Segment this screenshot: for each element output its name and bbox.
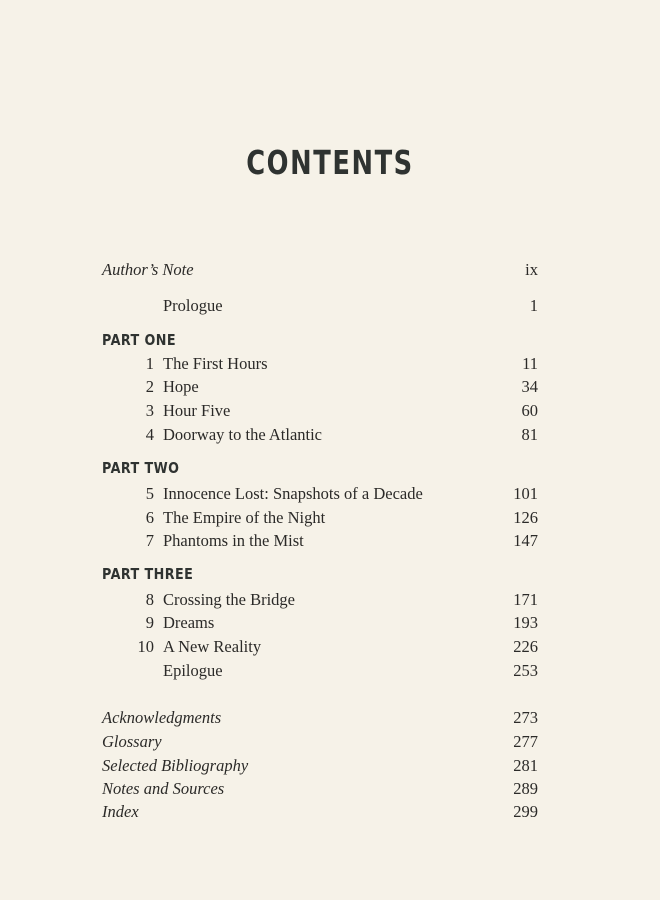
entry-label: Hour Five xyxy=(163,401,231,420)
entry-page: 281 xyxy=(513,756,538,775)
entry-page: ix xyxy=(525,260,538,279)
part-heading: PART THREE xyxy=(102,565,194,583)
entry-label: Selected Bibliography xyxy=(102,756,249,775)
page-title: CONTENTS xyxy=(246,143,414,182)
chapter-number: 3 xyxy=(145,401,154,420)
chapter-number: 8 xyxy=(145,590,154,609)
entry-page: 147 xyxy=(513,531,538,550)
toc-entry-glossary xyxy=(0,732,660,754)
entry-page: 1 xyxy=(529,296,538,315)
part-heading: PART ONE xyxy=(102,331,177,349)
chapter-number: 5 xyxy=(145,484,154,503)
toc-entry-chapter xyxy=(0,613,660,635)
toc-entry-index xyxy=(0,802,660,824)
entry-page: 101 xyxy=(513,484,538,503)
toc-entry-chapter xyxy=(0,354,660,376)
toc-entry-chapter xyxy=(0,401,660,423)
toc-entry-chapter xyxy=(0,508,660,530)
entry-label: The Empire of the Night xyxy=(163,508,326,527)
part-heading: PART TWO xyxy=(102,459,180,477)
toc-entry-chapter xyxy=(0,637,660,659)
entry-page: 289 xyxy=(513,779,538,798)
entry-page: 34 xyxy=(521,377,538,396)
toc-entry-notes xyxy=(0,779,660,801)
entry-page: 11 xyxy=(522,354,538,373)
entry-label: The First Hours xyxy=(163,354,268,373)
entry-label: Author’s Note xyxy=(102,260,194,279)
entry-page: 253 xyxy=(513,661,538,680)
entry-page: 273 xyxy=(513,708,538,727)
entry-label: Notes and Sources xyxy=(102,779,225,798)
toc-entry-authors-note xyxy=(0,260,660,282)
entry-page: 299 xyxy=(513,802,538,821)
entry-label: Epilogue xyxy=(163,661,223,680)
chapter-number: 4 xyxy=(145,425,154,444)
entry-page: 81 xyxy=(521,425,538,444)
chapter-number: 2 xyxy=(145,377,154,396)
entry-page: 171 xyxy=(513,590,538,609)
toc-entry-prologue xyxy=(0,296,660,318)
entry-page: 193 xyxy=(513,613,538,632)
chapter-number: 9 xyxy=(145,613,154,632)
toc-entry-chapter xyxy=(0,484,660,506)
chapter-number: 6 xyxy=(145,508,154,527)
entry-label: Acknowledgments xyxy=(102,708,222,727)
entry-label: Glossary xyxy=(102,732,162,751)
toc-entry-chapter xyxy=(0,590,660,612)
entry-page: 277 xyxy=(513,732,538,751)
entry-label: Innocence Lost: Snapshots of a Decade xyxy=(163,484,423,503)
toc-entry-chapter xyxy=(0,377,660,399)
entry-page: 60 xyxy=(521,401,538,420)
toc-entry-chapter xyxy=(0,425,660,447)
entry-label: Phantoms in the Mist xyxy=(163,531,304,550)
toc-entry-bibliography xyxy=(0,756,660,778)
entry-label: A New Reality xyxy=(163,637,262,656)
toc-entry-epilogue xyxy=(0,661,660,683)
entry-label: Index xyxy=(102,802,139,821)
toc-entry-acknowledgments xyxy=(0,708,660,730)
chapter-number: 10 xyxy=(137,637,154,656)
chapter-number: 1 xyxy=(145,354,154,373)
entry-label: Prologue xyxy=(163,296,223,315)
entry-page: 126 xyxy=(513,508,538,527)
entry-label: Dreams xyxy=(163,613,215,632)
entry-label: Crossing the Bridge xyxy=(163,590,295,609)
entry-label: Hope xyxy=(163,377,199,396)
chapter-number: 7 xyxy=(145,531,154,550)
entry-label: Doorway to the Atlantic xyxy=(163,425,323,444)
entry-page: 226 xyxy=(513,637,538,656)
toc-entry-chapter xyxy=(0,531,660,553)
